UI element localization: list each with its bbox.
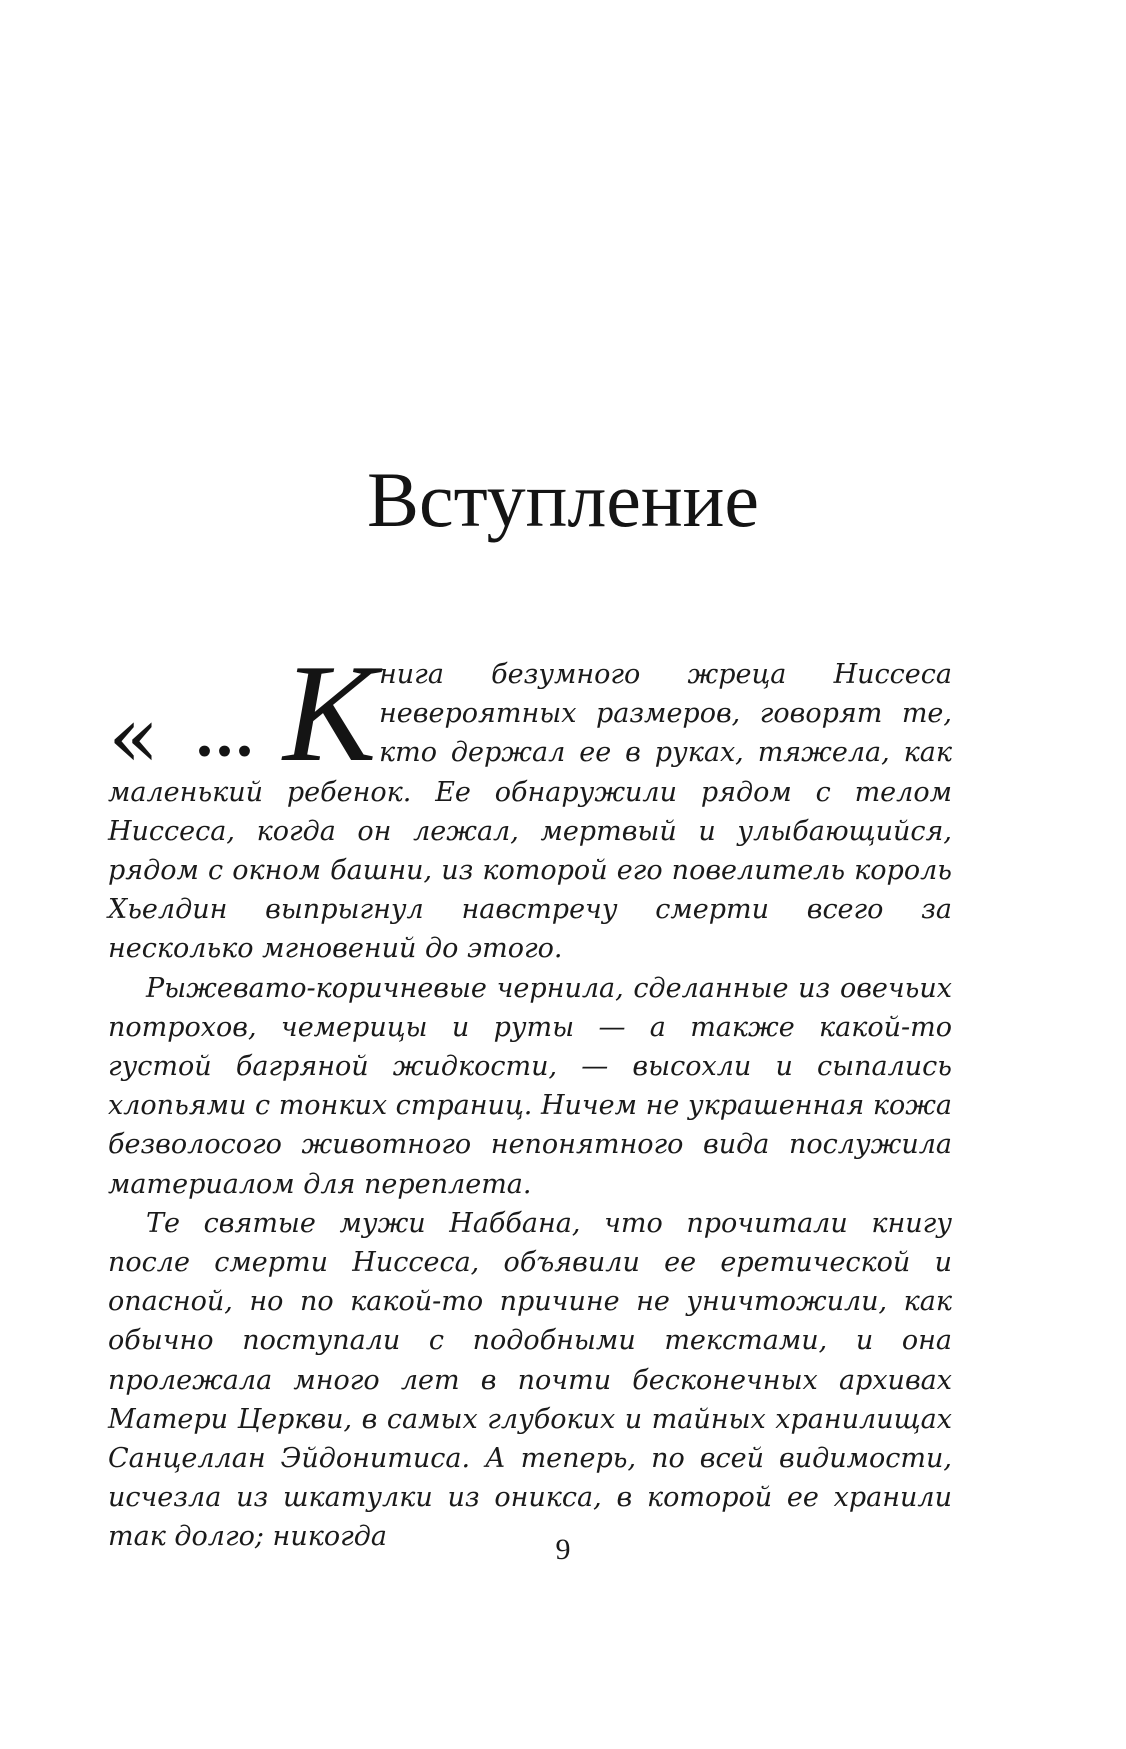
chapter-title: Вступление [366, 456, 760, 543]
drop-cap [108, 636, 376, 791]
paragraph-1: нига безумного жреца Ниссеса невероятных размеров, говорят те, кто держал ее в руках, тяжела, как маленький ребенок. Ее обнаружили рядом с телом Ниссеса, когда он лежал, мертвый и улыбающийся, рядом с окном башни, из которой его повелитель король Хьелдин выпрыгнул навстречу смерти всего за несколько мгновений до этого. [108, 659, 952, 965]
paragraph-3: Те святые мужи Наббана, что прочитали книгу после смерти Ниссеса, объявили ее еретической и опасной, но по какой-то причине не уничтожили, как обычно поступали с подобными текстами, и она пролежала много лет в почти бесконечных архивах Матери Церкви, в самых глубоких и тайных хранилищах Санцеллан Эйдонитиса. А теперь, по всей видимости, исчезла из шкатулки из оникса, в которой ее хранили так долго; никогда [108, 1207, 952, 1553]
drop-cap-ellipsis: ... [193, 673, 253, 775]
page-number: 9 [555, 1533, 571, 1566]
paragraph-2: Рыжевато-коричневые чернила, сделанные из овечьих потрохов, чемерицы и руты — а также какой-то густой багряной жидкости, — высохли и сыпались хлопьями с тонких страниц. Ничем не украшенная кожа безволосого животного непонятного вида послужила материалом для переплета. [108, 972, 952, 1200]
body-text [108, 636, 952, 1557]
drop-cap-quote: « [108, 688, 160, 786]
drop-cap-letter: К [283, 636, 376, 791]
